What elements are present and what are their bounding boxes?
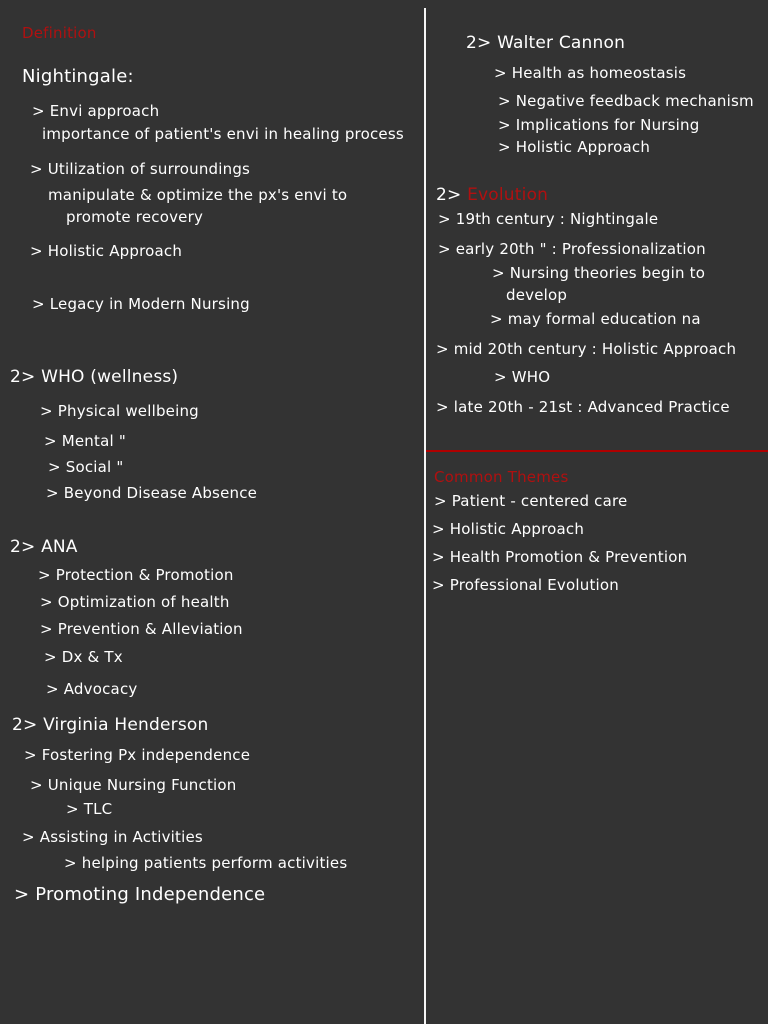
note-line: > Holistic Approach xyxy=(432,520,585,538)
note-line: > Prevention & Alleviation xyxy=(40,620,243,638)
note-line: > Assisting in Activities xyxy=(22,828,203,846)
note-line: > Professional Evolution xyxy=(432,576,619,594)
common-themes-title: Common Themes xyxy=(434,468,569,486)
evolution-prefix: 2> xyxy=(436,185,462,205)
note-line: > Nursing theories begin to xyxy=(492,264,706,282)
note-line: > Legacy in Modern Nursing xyxy=(32,295,250,313)
who-title: 2> WHO (wellness) xyxy=(10,367,179,387)
section-divider xyxy=(426,450,768,452)
note-line: > late 20th - 21st : Advanced Practice xyxy=(436,398,730,416)
note-line: > Mental " xyxy=(44,432,126,450)
note-line: > mid 20th century : Holistic Approach xyxy=(436,340,737,358)
note-line: > Social " xyxy=(48,458,124,476)
column-divider xyxy=(424,8,426,1024)
definition-title: Definition xyxy=(22,24,97,42)
note-line: > Promoting Independence xyxy=(14,884,266,905)
note-line: > Holistic Approach xyxy=(30,242,183,260)
cannon-title: 2> Walter Cannon xyxy=(466,33,626,53)
ana-title: 2> ANA xyxy=(10,537,78,557)
note-line: > TLC xyxy=(66,800,113,818)
note-line: > 19th century : Nightingale xyxy=(438,210,659,228)
note-line: importance of patient's envi in healing process xyxy=(42,125,404,143)
note-line: > Protection & Promotion xyxy=(38,566,234,584)
note-line: > Physical wellbeing xyxy=(40,402,199,420)
note-line: > Advocacy xyxy=(46,680,138,698)
note-line: > WHO xyxy=(494,368,551,386)
note-line: > early 20th " : Professionalization xyxy=(438,240,706,258)
note-line: promote recovery xyxy=(66,208,204,226)
note-line: > may formal education na xyxy=(490,310,701,328)
note-line: > Holistic Approach xyxy=(498,138,651,156)
nightingale-title: Nightingale: xyxy=(22,66,134,87)
note-line: > Envi approach xyxy=(32,102,160,120)
evolution-heading xyxy=(436,186,548,204)
note-line: > Health as homeostasis xyxy=(494,64,687,82)
note-line: > Health Promotion & Prevention xyxy=(432,548,688,566)
note-line: > Unique Nursing Function xyxy=(30,776,237,794)
note-line: manipulate & optimize the px's envi to xyxy=(48,186,348,204)
note-line: > Negative feedback mechanism xyxy=(498,92,754,110)
note-line: > Fostering Px independence xyxy=(24,746,251,764)
note-line: > Beyond Disease Absence xyxy=(46,484,258,502)
note-line: > helping patients perform activities xyxy=(64,854,348,872)
henderson-title: 2> Virginia Henderson xyxy=(12,715,209,735)
evolution-title: Evolution xyxy=(467,185,549,205)
note-line: > Optimization of health xyxy=(40,593,230,611)
note-line: > Patient - centered care xyxy=(434,492,628,510)
note-line: > Utilization of surroundings xyxy=(30,160,251,178)
note-line: > Dx & Tx xyxy=(44,648,123,666)
note-line: develop xyxy=(506,286,568,304)
note-line: > Implications for Nursing xyxy=(498,116,700,134)
